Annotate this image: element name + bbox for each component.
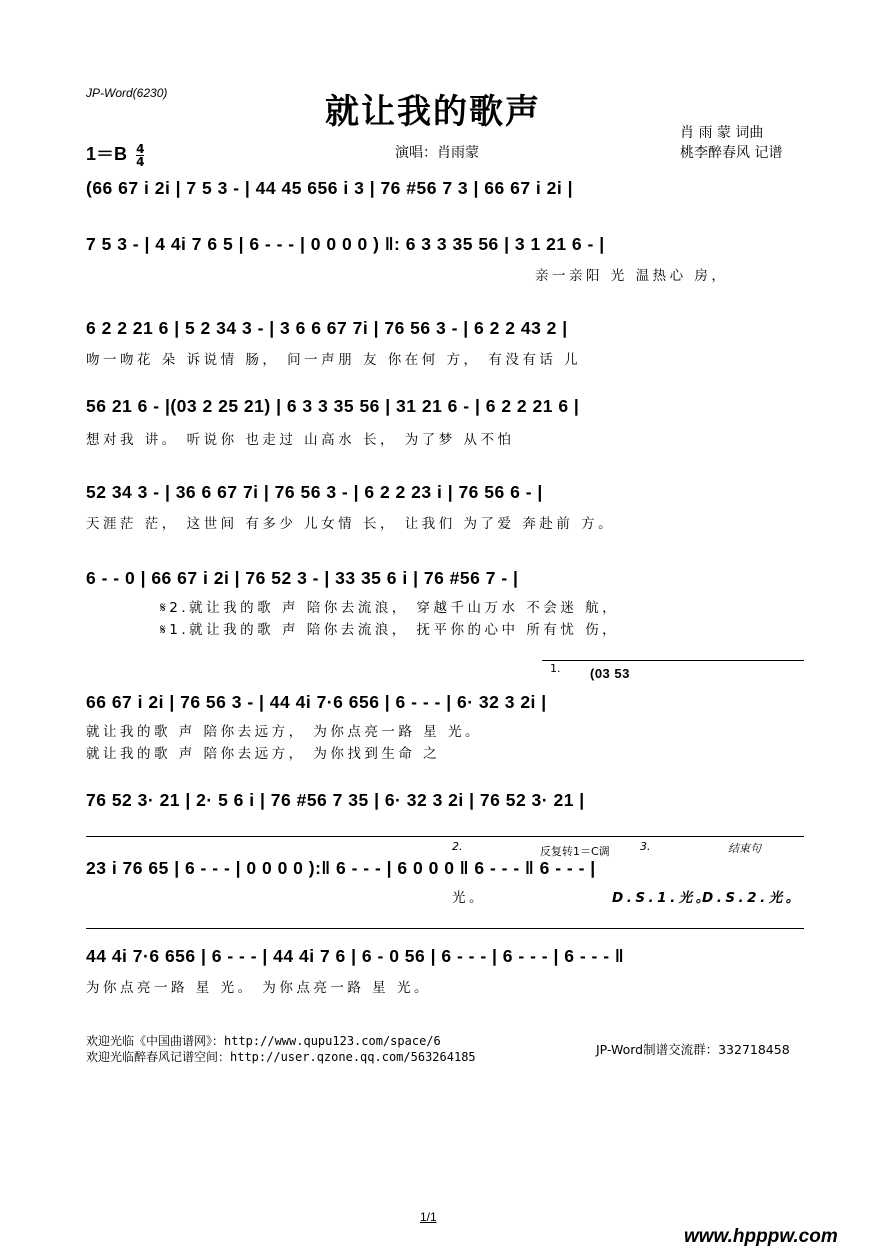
lyric-line-9c: D.S.2.光。 [702, 890, 803, 906]
lyric-line-9b: D.S.1.光。 [612, 890, 713, 906]
lyric-line-7a: 就让我的歌 声 陪你去远方， 为你点亮一路 星 光。 [86, 724, 482, 740]
music-system-8: 76 52 3· 21 | 2· 5 6 i | 76 #56 7 35 | 6· 32 3 2i | 76 52 3· 21 | [86, 790, 585, 810]
ending-label: 结束句 [728, 842, 761, 855]
time-top: 4 [136, 142, 145, 156]
page-number: 1/1 [420, 1210, 437, 1224]
music-system-3: 6 2 2 21 6 | 5 2 34 3 - | 3 6 6 67 7i | 76 56 3 - | 6 2 2 43 2 | [86, 318, 568, 338]
pickup-notes: (03 53 [590, 666, 630, 681]
music-system-5: 52 34 3 - | 36 6 67 7i | 76 56 3 - | 6 2 2 23 i | 76 56 6 - | [86, 482, 543, 502]
site-watermark: www.hpppw.com [684, 1226, 838, 1247]
key-signature [86, 140, 144, 168]
lyric-line-10: 为你点亮一路 星 光。 为你点亮一路 星 光。 [86, 980, 431, 996]
lyric-line-5: 天涯茫 茫， 这世间 有多少 儿女情 长， 让我们 为了爱 奔赴前 方。 [86, 516, 616, 532]
music-system-2: 7 5 3 - | 4 4i 7 6 5 | 6 - - - | 0 0 0 0 ) ‖: 6 3 3 35 56 | 3 1 21 6 - | [86, 234, 605, 254]
lyric-line-9a: 光。 [452, 890, 486, 906]
music-system-7: 66 67 i 2i | 76 56 3 - | 44 4i 7·6 656 | 6 - - - | 6· 32 3 2i | [86, 692, 547, 712]
music-system-10: 44 4i 7·6 656 | 6 - - - | 44 4i 7 6 | 6 - 0 56 | 6 - - - | 6 - - - | 6 - - - ‖ [86, 946, 625, 966]
time-signature [136, 143, 144, 168]
volta-1-bracket [542, 660, 804, 661]
modulation-note: 反复转1＝C调 [540, 845, 610, 858]
lyric-line-7b: 就让我的歌 声 陪你去远方， 为你找到生命 之 [86, 746, 441, 762]
qq-group: JP-Word制谱交流群：332718458 [596, 1042, 790, 1057]
music-system-1: (66 67 i 2i | 7 5 3 - | 44 45 656 i 3 | 76 #56 7 3 | 66 67 i 2i | [86, 178, 574, 198]
lyric-line-3: 吻一吻花 朵 诉说情 肠， 问一声朋 友 你在何 方， 有没有话 儿 [86, 352, 582, 368]
system-10-rule [86, 928, 804, 929]
transcriber-credit: 桃李醉春风 记谱 [680, 145, 783, 161]
music-system-9: 23 i 76 65 | 6 - - - | 0 0 0 0 ):‖ 6 - - - | 6 0 0 0 ‖ 6 - - - ‖ 6 - - - | [86, 858, 596, 878]
music-system-6: 6 - - 0 | 66 67 i 2i | 76 52 3 - | 33 35 6 i | 76 #56 7 - | [86, 568, 519, 588]
lyric-line-6a: 𝄋2.就让我的歌 声 陪你去流浪， 穿越千山万水 不会迷 航， [160, 600, 620, 616]
volta-3-label: 3. [640, 840, 651, 853]
software-tag: JP-Word(6230) [86, 86, 168, 100]
volta-rule [86, 836, 804, 837]
performer-credit: 演唱：肖雨蒙 [395, 145, 479, 161]
lyric-line-4: 想对我 讲。 听说你 也走过 山高水 长， 为了梦 从不怕 [86, 432, 515, 448]
footer-link-1: 欢迎光临《中国曲谱网》：http://www.qupu123.com/space/6 [86, 1034, 441, 1048]
song-title: 就让我的歌声 [325, 92, 541, 132]
volta-1-label: 1. [550, 662, 561, 675]
lyric-line-2: 亲一亲阳 光 温热心 房， [535, 268, 729, 284]
music-system-4: 56 21 6 - |(03 2 25 21) | 6 3 3 35 56 | 31 21 6 - | 6 2 2 21 6 | [86, 396, 580, 416]
time-bottom: 4 [136, 155, 145, 169]
key-label: 1＝B [86, 144, 128, 164]
lyric-line-6b: 𝄋1.就让我的歌 声 陪你去流浪， 抚平你的心中 所有忧 伤， [160, 622, 620, 638]
footer-link-2: 欢迎光临醉春风记谱空间：http://user.qzone.qq.com/563264185 [86, 1050, 476, 1064]
volta-2-label: 2. [452, 840, 463, 853]
composer-credit: 肖 雨 蒙 词曲 [680, 125, 764, 141]
